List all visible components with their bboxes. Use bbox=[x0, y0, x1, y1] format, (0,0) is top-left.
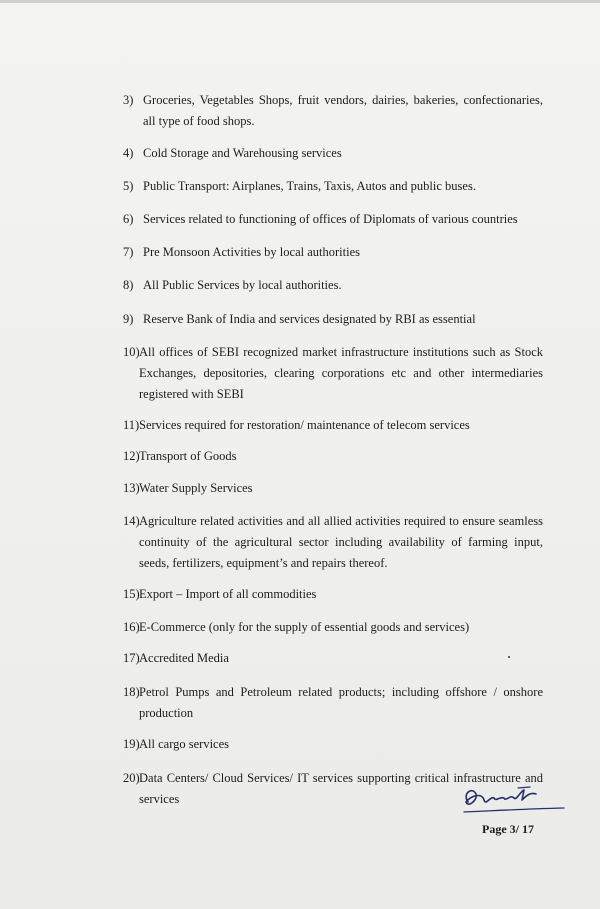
item-text: Pre Monsoon Activities by local authorities bbox=[143, 245, 360, 259]
item-number: 12) bbox=[123, 449, 140, 463]
list-item bbox=[123, 143, 543, 164]
item-number: 19) bbox=[123, 737, 140, 751]
item-number: 10) bbox=[123, 345, 140, 359]
item-number: 6) bbox=[123, 212, 134, 226]
list-item bbox=[123, 617, 543, 638]
item-number: 16) bbox=[123, 620, 140, 634]
item-text: Accredited Media bbox=[139, 651, 229, 665]
list-item bbox=[123, 176, 543, 197]
item-text: Data Centers/ Cloud Services/ IT services supporting critical infrastructure and services bbox=[139, 771, 543, 806]
item-text: Reserve Bank of India and services designated by RBI as essential bbox=[143, 312, 476, 326]
item-number: 7) bbox=[123, 245, 134, 259]
list-item bbox=[123, 342, 543, 405]
list-item bbox=[123, 478, 543, 499]
item-number: 3) bbox=[123, 93, 134, 107]
list-item bbox=[123, 446, 543, 467]
list-item bbox=[123, 682, 543, 724]
item-text: E-Commerce (only for the supply of essential goods and services) bbox=[139, 620, 470, 634]
item-number: 13) bbox=[123, 481, 140, 495]
item-text: Agriculture related activities and all allied activities required to ensure seamless continuity of the agricultural sector including availability of farming input, seeds, fertilizers, equipment’s and repairs thereof. bbox=[139, 514, 543, 570]
item-number: 17) bbox=[123, 651, 140, 665]
item-text: Public Transport: Airplanes, Trains, Taxis, Autos and public buses. bbox=[143, 179, 476, 193]
list-item bbox=[123, 242, 543, 263]
item-number: 18) bbox=[123, 685, 140, 699]
list-item bbox=[123, 275, 543, 296]
item-text: All Public Services by local authorities. bbox=[143, 278, 342, 292]
item-number: 15) bbox=[123, 587, 140, 601]
item-number: 14) bbox=[123, 514, 140, 528]
item-number: 8) bbox=[123, 278, 134, 292]
item-text: Petrol Pumps and Petroleum related products; including offshore / onshore production bbox=[139, 685, 543, 720]
item-number: 5) bbox=[123, 179, 134, 193]
list-item bbox=[123, 415, 543, 436]
item-text: Services related to functioning of offices of Diplomats of various countries bbox=[143, 212, 518, 226]
item-text: Export – Import of all commodities bbox=[139, 587, 317, 601]
list-item bbox=[123, 209, 543, 230]
item-text: Groceries, Vegetables Shops, fruit vendors, dairies, bakeries, confectionaries, all type of food shops. bbox=[143, 93, 543, 128]
item-text: All cargo services bbox=[139, 737, 230, 751]
item-text: Water Supply Services bbox=[139, 481, 253, 495]
paper-speck bbox=[508, 656, 510, 658]
page-number: Page 3/ 17 bbox=[482, 822, 534, 836]
item-number: 4) bbox=[123, 146, 134, 160]
item-text: Transport of Goods bbox=[139, 449, 237, 463]
item-number: 11) bbox=[123, 418, 140, 432]
list-item bbox=[123, 584, 543, 605]
item-text: Cold Storage and Warehousing services bbox=[143, 146, 342, 160]
list-item bbox=[123, 90, 543, 132]
item-number: 9) bbox=[123, 312, 134, 326]
handwritten-signature bbox=[460, 778, 570, 818]
item-number: 20) bbox=[123, 771, 140, 785]
list-item bbox=[123, 511, 543, 574]
list-item bbox=[123, 309, 543, 330]
item-text: Services required for restoration/ maintenance of telecom services bbox=[139, 418, 470, 432]
item-text: All offices of SEBI recognized market infrastructure institutions such as Stock Exchanges, depositories, clearing corporations etc and other intermediaries registered with SEBI bbox=[139, 345, 543, 401]
list-item bbox=[123, 734, 543, 755]
list-item bbox=[123, 648, 543, 669]
